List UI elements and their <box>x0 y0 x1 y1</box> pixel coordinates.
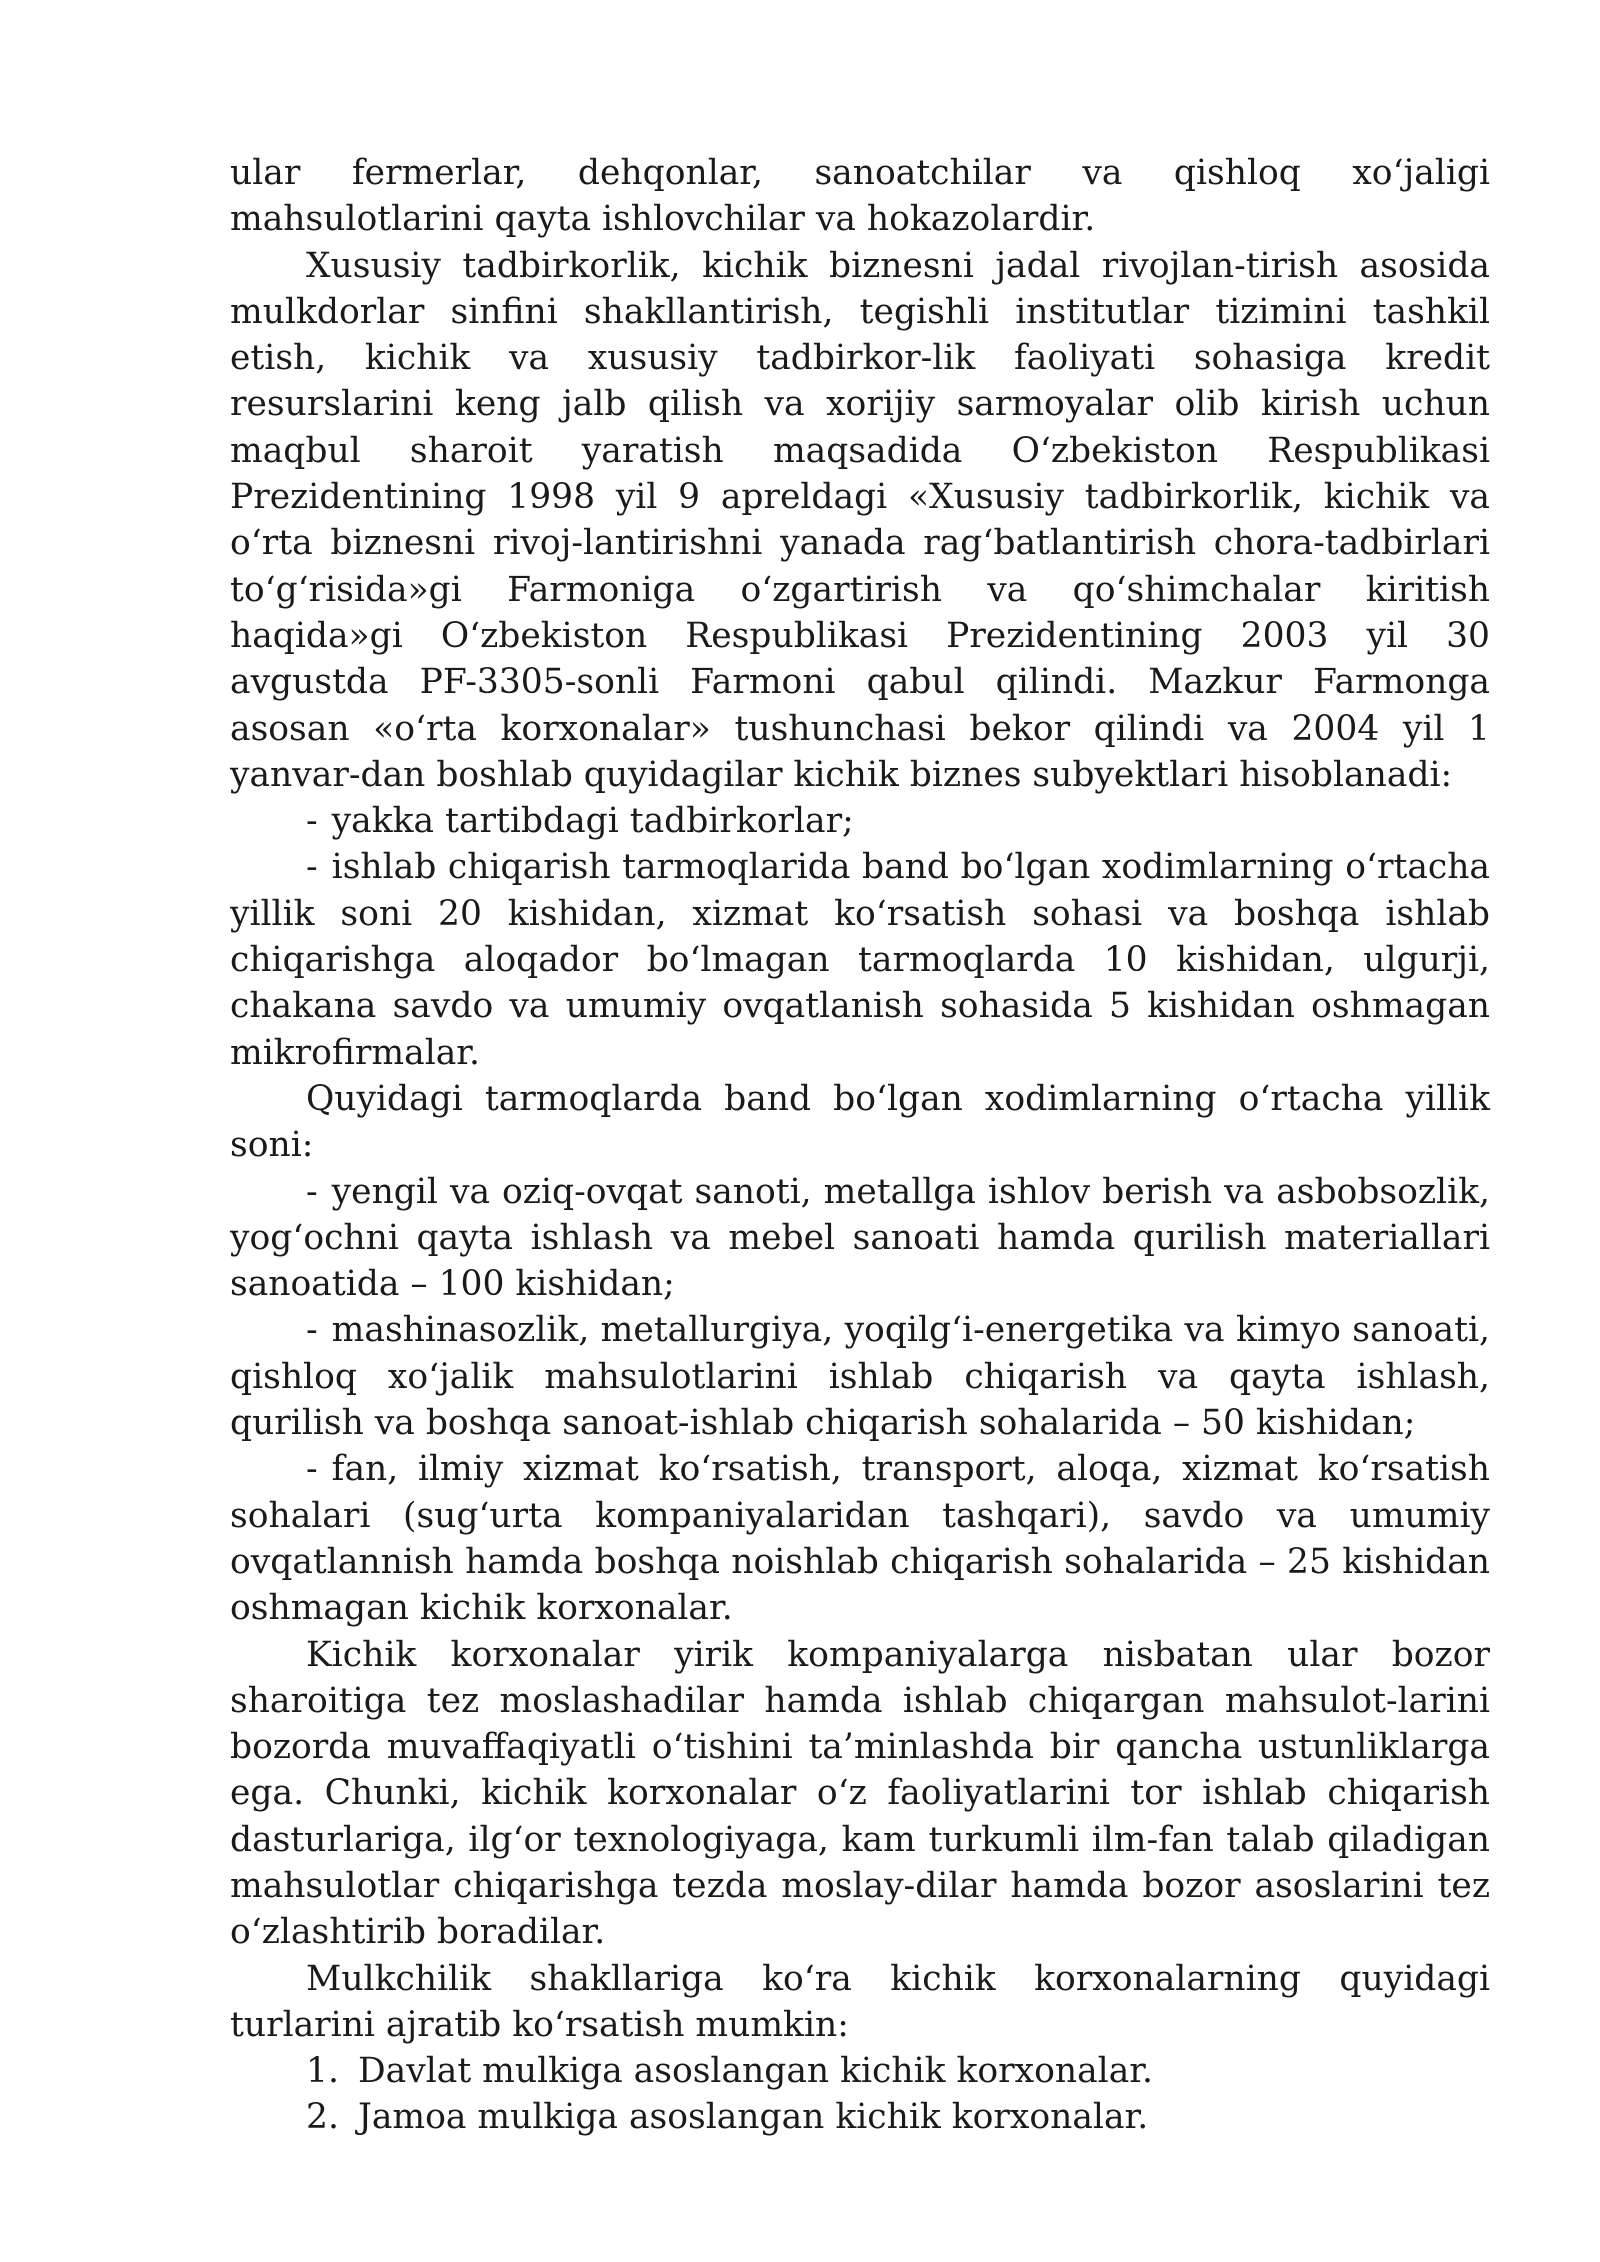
list-item-text: ishlab chiqarish tarmoqlarida band bo‘lgan xodimlarning o‘rtacha yillik soni 20 kishidan, xizmat ko‘rsatish sohasi va boshqa ishlab chiqarishga aloqador bo‘lmagan tarmoqlarda 10 kishidan, ulgurji, chakana savdo va umumiy ovqatlanish sohasida 5 kishidan oshmagan mikrofirmalar. <box>230 847 1490 1073</box>
list-item-text: yengil va oziq-ovqat sanoti, metallga ishlov berish va asbobsozlik, yog‘ochni qayta ishlash va mebel sanoati hamda qurilish materiallari sanoatida – 100 kishidan; <box>230 1171 1490 1305</box>
list-item-text: Davlat mulkiga asoslangan kichik korxonalar. <box>358 2051 1153 2092</box>
list-item-numbered <box>230 2048 1490 2094</box>
paragraph-advantages: Kichik korxonalar yirik kompaniyalarga nisbatan ular bozor sharoitiga tez moslashadilar hamda ishlab chiqargan mahsulot-larini bozorda muvaffaqiyatli o‘tishini ta’minlashda bir qancha ustunliklarga ega. Chunki, kichik korxonalar o‘z faoliyatlarini tor ishlab chiqarish dasturlariga, ilg‘or texnologiyaga, kam turkumli ilm-fan talab qiladigan mahsulotlar chiqarishga tezda moslay-dilar hamda bozor asoslarini tez o‘zlashtirib boradilar. <box>230 1634 1490 1953</box>
list-item-dash <box>230 1446 1490 1631</box>
paragraph-continuation: ular fermerlar, dehqonlar, sanoatchilar va qishloq xo‘jaligi mahsulotlarini qayta ishlovchilar va hokazolardir. <box>230 153 1490 240</box>
list-item-dash <box>230 798 1490 844</box>
list-item-text: yakka tartibdagi tadbirkorlar; <box>331 801 854 842</box>
paragraph-decree: Xususiy tadbirkorlik, kichik biznesni jadal rivojlan-tirish asosida mulkdorlar sinfini shakllantirish, tegishli institutlar tizimini tashkil etish, kichik va xususiy tadbirkor-lik faoliyati sohasiga kredit resurslarini keng jalb qilish va xorijiy sarmoyalar olib kirish uchun maqbul sharoit yaratish maqsadida O‘zbekiston Respublikasi Prezidentining 1998 yil 9 apreldagi «Xususiy tadbirkorlik, kichik va o‘rta biznesni rivoj-lantirishni yanada rag‘batlantirish chora-tadbirlari to‘g‘risida»gi Farmoniga o‘zgartirish va qo‘shimchalar kiritish haqida»gi O‘zbekiston Respublikasi Prezidentining 2003 yil 30 avgustda PF-3305-sonli Farmoni qabul qilindi. Mazkur Farmonga asosan «o‘rta korxonalar» tushunchasi bekor qilindi va 2004 yil 1 yanvar-dan boshlab quyidagilar kichik biznes subyektlari hisoblanadi: <box>230 245 1490 795</box>
list-item-text: fan, ilmiy xizmat ko‘rsatish, transport, aloqa, xizmat ko‘rsatish sohalari (sug‘urta kompaniyalaridan tashqari), savdo va umumiy ovqatlannish hamda boshqa noishlab chiqarish sohalarida – 25 kishidan oshmagan kichik korxonalar. <box>230 1449 1490 1629</box>
list-marker: - <box>306 1310 318 1351</box>
list-marker: - <box>306 1171 318 1212</box>
list-item-dash <box>230 1307 1490 1446</box>
list-item-text: Jamoa mulkiga asoslangan kichik korxonalar. <box>358 2097 1149 2138</box>
list-item-dash <box>230 844 1490 1075</box>
list-marker: - <box>306 801 318 842</box>
list-item-text: mashinasozlik, metallurgiya, yoqilg‘i-energetika va kimyo sanoati, qishloq xo‘jalik mahsulotlarini ishlab chiqarish va qayta ishlash, qurilish va boshqa sanoat-ishlab chiqarish sohalarida – 50 kishidan; <box>230 1310 1490 1444</box>
list-item-numbered <box>230 2094 1490 2140</box>
list-number: 2. <box>306 2097 339 2138</box>
list-number: 1. <box>306 2051 339 2092</box>
list-item-dash <box>230 1169 1490 1308</box>
paragraph-employees: Quyidagi tarmoqlarda band bo‘lgan xodimlarning o‘rtacha yillik soni: <box>230 1078 1490 1166</box>
paragraph-ownership: Mulkchilik shakllariga ko‘ra kichik korxonalarning quyidagi turlarini ajratib ko‘rsatish mumkin: <box>230 1958 1490 2045</box>
document-page <box>230 150 1490 2141</box>
list-marker: - <box>306 847 318 888</box>
list-marker: - <box>306 1449 318 1490</box>
